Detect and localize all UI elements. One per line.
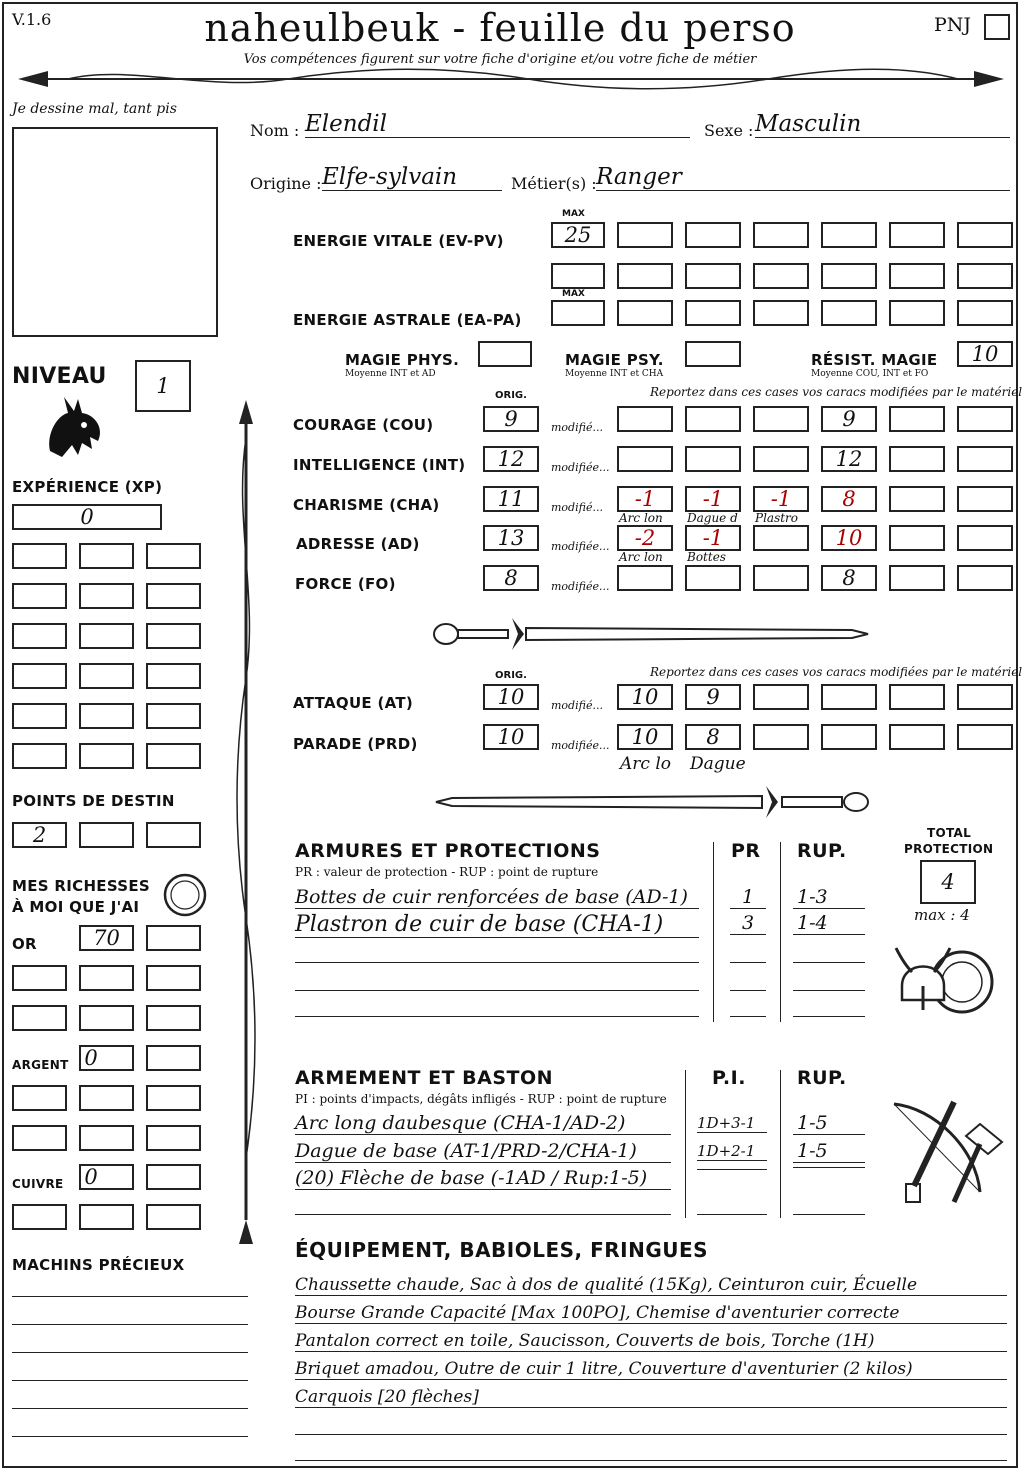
- argent-box[interactable]: [146, 1085, 201, 1111]
- carac-box[interactable]: [957, 486, 1013, 512]
- carac-label: FORCE (FO): [295, 575, 396, 593]
- magie-psy-label: MAGIE PSY.: [565, 351, 664, 369]
- carac-mod-value: -1: [634, 487, 656, 511]
- destin-value: 2: [32, 823, 47, 847]
- nom-label: Nom :: [250, 121, 300, 140]
- ea-max-box[interactable]: [551, 300, 605, 326]
- armure-pr-line[interactable]: [730, 990, 766, 991]
- xp-grid-box[interactable]: [12, 623, 67, 649]
- xp-grid-box[interactable]: [12, 743, 67, 769]
- ev-box[interactable]: [753, 263, 809, 289]
- prd-box[interactable]: [957, 724, 1013, 750]
- at-orig-box[interactable]: [483, 684, 539, 710]
- xp-grid-box[interactable]: [12, 703, 67, 729]
- magie-phys-box[interactable]: [478, 341, 532, 367]
- equipement-item[interactable]: Briquet amadou, Outre de cuir 1 litre, Couverture d'aventurier (2 kilos): [295, 1359, 1007, 1380]
- ev-box[interactable]: [821, 222, 877, 248]
- xp-label: EXPÉRIENCE (XP): [12, 478, 163, 496]
- sword-icon: [432, 782, 872, 822]
- argent-box[interactable]: [146, 1045, 201, 1071]
- sheet-title: naheulbeuk - feuille du perso: [204, 6, 796, 50]
- at-box[interactable]: [821, 684, 877, 710]
- resist-magie-box[interactable]: [957, 341, 1013, 367]
- xp-grid-box[interactable]: [79, 623, 134, 649]
- carac-modif-label: modifiée...: [551, 540, 610, 553]
- richesses-label-2: À MOI QUE J'AI: [12, 898, 140, 916]
- carac-box[interactable]: [957, 565, 1013, 591]
- prd-c1-value: 10: [631, 725, 659, 749]
- carac-box[interactable]: [685, 486, 741, 512]
- precieux-line[interactable]: [12, 1352, 248, 1353]
- at-modif-label: modifié...: [551, 699, 603, 712]
- carac-box[interactable]: [957, 446, 1013, 472]
- magie-phys-sub: Moyenne INT et AD: [345, 369, 436, 379]
- arme-rup[interactable]: [793, 1167, 865, 1168]
- dragon-head-icon: [38, 393, 108, 463]
- carac-box[interactable]: [889, 486, 945, 512]
- or-box[interactable]: [79, 965, 134, 991]
- carac-box[interactable]: [617, 565, 673, 591]
- xp-grid-box[interactable]: [12, 663, 67, 689]
- carac-mod-value: -1: [702, 487, 724, 511]
- armement-pi-line[interactable]: [697, 1214, 767, 1215]
- ev-max-value: 25: [564, 223, 592, 247]
- armures-title: ARMURES ET PROTECTIONS: [295, 840, 601, 862]
- xp-grid-box[interactable]: [146, 623, 201, 649]
- prd-c2-value: 8: [706, 725, 720, 749]
- ea-box[interactable]: [753, 300, 809, 326]
- pr-header: PR: [731, 840, 761, 862]
- helmet-shield-icon: [888, 930, 1000, 1030]
- arme-name[interactable]: (20) Flèche de base (-1AD / Rup:1-5): [295, 1167, 671, 1190]
- xp-grid-box[interactable]: [79, 663, 134, 689]
- carac-box[interactable]: [753, 525, 809, 551]
- carac-modif-label: modifiée...: [551, 461, 610, 474]
- carac-sub-label: Arc lon: [619, 550, 663, 564]
- carac-orig-value: 9: [504, 407, 518, 431]
- armement-title: ARMEMENT ET BASTON: [295, 1067, 554, 1089]
- prd-box[interactable]: [889, 724, 945, 750]
- or-box[interactable]: [146, 1005, 201, 1031]
- carac-mod-value: 12: [835, 447, 863, 471]
- at-box[interactable]: [753, 684, 809, 710]
- magie-psy-box[interactable]: [685, 341, 741, 367]
- resist-magie-value: 10: [971, 342, 999, 366]
- magie-phys-label: MAGIE PHYS.: [345, 351, 460, 369]
- niveau-box[interactable]: [135, 360, 191, 412]
- magie-psy-sub: Moyenne INT et CHA: [565, 369, 664, 379]
- armure-pr-line[interactable]: [730, 1016, 766, 1017]
- armure-pr[interactable]: 3: [730, 912, 766, 935]
- carac-mod-value: -1: [702, 526, 724, 550]
- carac-box[interactable]: [617, 525, 673, 551]
- precieux-line[interactable]: [12, 1324, 248, 1325]
- precieux-line[interactable]: [12, 1380, 248, 1381]
- cuivre-box[interactable]: [146, 1204, 201, 1230]
- or-box[interactable]: [12, 965, 67, 991]
- carac-mod-value: 8: [842, 566, 856, 590]
- cuivre-box[interactable]: [79, 1204, 134, 1230]
- at-c1-value: 10: [631, 685, 659, 709]
- ev-box[interactable]: [685, 263, 741, 289]
- richesses-label: MES RICHESSES: [12, 877, 151, 895]
- armure-line[interactable]: [295, 1016, 699, 1017]
- sword-icon: [432, 612, 872, 656]
- armure-name[interactable]: Bottes de cuir renforcées de base (AD-1): [295, 886, 699, 909]
- carac-box[interactable]: [753, 565, 809, 591]
- armures-sub: PR : valeur de protection - RUP : point de rupture: [295, 865, 599, 879]
- carac-box[interactable]: [617, 446, 673, 472]
- carac-box[interactable]: [957, 525, 1013, 551]
- carac-sub-label: Plastro: [755, 511, 799, 525]
- sexe-label: Sexe :: [704, 121, 754, 140]
- equipement-item[interactable]: Chaussette chaude, Sac à dos de qualité (15Kg), Ceinturon cuir, Écuelle: [295, 1275, 1007, 1296]
- cuivre-value: 0: [84, 1165, 98, 1189]
- protection-label: PROTECTION: [904, 842, 994, 856]
- armure-rup-line[interactable]: [793, 1016, 865, 1017]
- armement-col-divider: [685, 1070, 686, 1218]
- carac-orig-value: 13: [497, 526, 525, 550]
- carac-box[interactable]: [753, 406, 809, 432]
- combat-sub-2: Dague: [690, 754, 746, 774]
- carac-box[interactable]: [617, 406, 673, 432]
- armement-col-divider: [780, 1070, 781, 1218]
- armure-pr-line[interactable]: [730, 962, 766, 963]
- armure-pr[interactable]: 1: [730, 886, 766, 909]
- xp-grid-box[interactable]: [146, 663, 201, 689]
- carac-label: ADRESSE (AD): [296, 535, 420, 553]
- prd-orig-value: 10: [497, 725, 525, 749]
- carac-box[interactable]: [821, 406, 877, 432]
- xp-grid-box[interactable]: [79, 543, 134, 569]
- cuivre-label: CUIVRE: [12, 1177, 64, 1191]
- ev-max-label: MAX: [562, 209, 585, 219]
- sexe-field[interactable]: Masculin: [755, 111, 1010, 138]
- carac-sub-label: Bottes: [687, 550, 726, 564]
- ea-box[interactable]: [957, 300, 1013, 326]
- carac-modif-label: modifié...: [551, 421, 603, 434]
- armement-rup-line[interactable]: [793, 1214, 865, 1215]
- carac-box[interactable]: [821, 525, 877, 551]
- xp-grid-box[interactable]: [146, 743, 201, 769]
- carac-box[interactable]: [821, 486, 877, 512]
- combat-sub-1: Arc lo: [620, 754, 671, 774]
- carac-sub-label: Dague d: [687, 511, 738, 525]
- portrait-box[interactable]: [12, 127, 218, 337]
- carac-box[interactable]: [889, 446, 945, 472]
- origine-label: Origine :: [250, 174, 322, 193]
- xp-grid-box[interactable]: [12, 543, 67, 569]
- carac-box[interactable]: [753, 446, 809, 472]
- ea-box[interactable]: [821, 300, 877, 326]
- rup-header: RUP.: [797, 840, 847, 862]
- pnj-checkbox[interactable]: [984, 14, 1010, 40]
- ev-label: ENERGIE VITALE (EV-PV): [293, 232, 504, 250]
- destin-box[interactable]: [12, 822, 67, 848]
- carac-box[interactable]: [617, 486, 673, 512]
- carac-mod-value: -1: [770, 487, 792, 511]
- carac-box[interactable]: [685, 446, 741, 472]
- carac-modif-label: modifiée...: [551, 580, 610, 593]
- argent-box[interactable]: [12, 1125, 67, 1151]
- destin-box[interactable]: [146, 822, 201, 848]
- ev-box[interactable]: [551, 263, 605, 289]
- prd-box[interactable]: [821, 724, 877, 750]
- arme-name[interactable]: Dague de base (AT-1/PRD-2/CHA-1): [295, 1140, 671, 1163]
- cuivre-box[interactable]: [79, 1164, 134, 1190]
- equipement-item[interactable]: Carquois [20 flèches]: [295, 1387, 1007, 1408]
- total-protection-box[interactable]: [920, 860, 976, 904]
- ev-box[interactable]: [957, 263, 1013, 289]
- nom-field[interactable]: Elendil: [305, 111, 690, 138]
- carac-box[interactable]: [821, 446, 877, 472]
- carac-mod-value: 10: [835, 526, 863, 550]
- ev-box[interactable]: [889, 263, 945, 289]
- carac-mod-value: 8: [842, 487, 856, 511]
- carac-box[interactable]: [889, 565, 945, 591]
- armures-col-divider: [780, 842, 781, 1022]
- argent-value: 0: [84, 1046, 98, 1070]
- xp-value: 0: [80, 505, 94, 529]
- carac-label: INTELLIGENCE (INT): [293, 456, 466, 474]
- metier-field[interactable]: Ranger: [596, 164, 1010, 191]
- armures-col-divider: [713, 842, 714, 1022]
- carac-orig-value: 12: [497, 447, 525, 471]
- ev-box[interactable]: [957, 222, 1013, 248]
- destin-label: POINTS DE DESTIN: [12, 792, 175, 810]
- resist-magie-sub: Moyenne COU, INT et FO: [811, 369, 929, 379]
- combat-orig-label: ORIG.: [495, 670, 527, 681]
- at-box[interactable]: [889, 684, 945, 710]
- niveau-label: NIVEAU: [12, 364, 107, 389]
- xp-grid-box[interactable]: [146, 703, 201, 729]
- sheet-subtitle: Vos compétences figurent sur votre fiche d'origine et/ou votre fiche de métier: [243, 52, 757, 67]
- carac-label: COURAGE (COU): [293, 416, 434, 434]
- at-c2-value: 9: [706, 685, 720, 709]
- armure-line[interactable]: [295, 962, 699, 963]
- arme-pi[interactable]: 1D+3-1: [697, 1114, 767, 1133]
- carac-mod-value: -2: [634, 526, 656, 550]
- crossed-weapons-icon: [884, 1094, 1008, 1212]
- resist-magie-label: RÉSIST. MAGIE: [811, 351, 938, 369]
- orig-label: ORIG.: [495, 390, 527, 401]
- or-box[interactable]: [146, 925, 201, 951]
- carac-orig-box[interactable]: [483, 446, 539, 472]
- carac-box[interactable]: [685, 406, 741, 432]
- argent-label: ARGENT: [12, 1058, 69, 1072]
- combat-note: Reportez dans ces cases vos caracs modifiées par le matériel: [650, 665, 1023, 679]
- precieux-label: MACHINS PRÉCIEUX: [12, 1256, 185, 1274]
- equipement-item[interactable]: Pantalon correct en toile, Saucisson, Couverts de bois, Torche (1H): [295, 1331, 1007, 1352]
- armement-sub: PI : points d'impacts, dégâts infligés - RUP : point de rupture: [295, 1092, 667, 1106]
- or-value: 70: [93, 926, 120, 950]
- carac-orig-value: 11: [497, 487, 525, 511]
- spear-divider-icon: [8, 62, 1014, 96]
- ea-box[interactable]: [685, 300, 741, 326]
- argent-box[interactable]: [79, 1125, 134, 1151]
- xp-grid-box[interactable]: [79, 583, 134, 609]
- or-box[interactable]: [79, 925, 134, 951]
- niveau-value: 1: [156, 374, 170, 398]
- armure-rup-line[interactable]: [793, 990, 865, 991]
- or-box[interactable]: [146, 965, 201, 991]
- precieux-line[interactable]: [12, 1296, 248, 1297]
- carac-orig-box[interactable]: [483, 486, 539, 512]
- portrait-caption: Je dessine mal, tant pis: [12, 101, 177, 117]
- origine-field[interactable]: Elfe-sylvain: [322, 164, 502, 191]
- ev-box[interactable]: [617, 222, 673, 248]
- ev-box[interactable]: [685, 222, 741, 248]
- equipement-item[interactable]: Bourse Grande Capacité [Max 100PO], Chemise d'aventurier correcte: [295, 1303, 1007, 1324]
- carac-mod-value: 9: [842, 407, 856, 431]
- prd-box[interactable]: [685, 724, 741, 750]
- xp-box[interactable]: [12, 504, 162, 530]
- carac-sub-label: Arc lon: [619, 511, 663, 525]
- prd-orig-box[interactable]: [483, 724, 539, 750]
- xp-grid-box[interactable]: [12, 583, 67, 609]
- ea-box[interactable]: [889, 300, 945, 326]
- total-protection-value: 4: [941, 870, 955, 894]
- or-box[interactable]: [79, 1005, 134, 1031]
- prd-modif-label: modifiée...: [551, 739, 610, 752]
- carac-box[interactable]: [889, 406, 945, 432]
- armure-name[interactable]: Plastron de cuir de base (CHA-1): [295, 912, 699, 938]
- carac-label: CHARISME (CHA): [293, 496, 440, 514]
- carac-box[interactable]: [685, 565, 741, 591]
- armement-line[interactable]: [295, 1214, 671, 1215]
- spear-staff-icon: [228, 398, 264, 1248]
- xp-grid-box[interactable]: [79, 703, 134, 729]
- carac-orig-value: 8: [504, 566, 518, 590]
- arme-rup[interactable]: 1-5: [793, 1112, 865, 1135]
- equipement-title: ÉQUIPEMENT, BABIOLES, FRINGUES: [295, 1238, 709, 1262]
- ea-label: ENERGIE ASTRALE (EA-PA): [293, 311, 522, 329]
- arme-pi[interactable]: 1D+2-1: [697, 1142, 767, 1161]
- arme-rup[interactable]: 1-5: [793, 1140, 865, 1163]
- xp-grid-box[interactable]: [146, 583, 201, 609]
- argent-box[interactable]: [79, 1045, 134, 1071]
- coin-icon: [162, 872, 208, 918]
- ev-box[interactable]: [753, 222, 809, 248]
- version-label: V.1.6: [12, 10, 52, 29]
- max-protection-text: max : 4: [914, 906, 970, 924]
- equipement-line[interactable]: [295, 1460, 1007, 1461]
- precieux-line[interactable]: [12, 1436, 248, 1437]
- ea-box[interactable]: [617, 300, 673, 326]
- armement-rup-header: RUP.: [797, 1067, 847, 1089]
- pi-header: P.I.: [712, 1067, 746, 1089]
- armure-rup[interactable]: 1-3: [793, 886, 865, 909]
- carac-box[interactable]: [957, 406, 1013, 432]
- prd-box[interactable]: [617, 724, 673, 750]
- carac-box[interactable]: [685, 525, 741, 551]
- at-box[interactable]: [685, 684, 741, 710]
- carac-modif-label: modifié...: [551, 501, 603, 514]
- armure-rup-line[interactable]: [793, 962, 865, 963]
- argent-box[interactable]: [146, 1125, 201, 1151]
- ev-max-box[interactable]: [551, 222, 605, 248]
- armure-rup[interactable]: 1-4: [793, 912, 865, 935]
- ev-box[interactable]: [617, 263, 673, 289]
- at-box[interactable]: [617, 684, 673, 710]
- armure-line[interactable]: [295, 990, 699, 991]
- arme-pi[interactable]: [697, 1169, 767, 1170]
- total-label: TOTAL: [927, 826, 972, 840]
- carac-box[interactable]: [753, 486, 809, 512]
- carac-orig-box[interactable]: [483, 565, 539, 591]
- destin-box[interactable]: [79, 822, 134, 848]
- pnj-label: PNJ: [934, 14, 972, 36]
- equipement-line[interactable]: [295, 1434, 1007, 1435]
- carac-box[interactable]: [889, 525, 945, 551]
- argent-box[interactable]: [12, 1085, 67, 1111]
- ev-box[interactable]: [889, 222, 945, 248]
- ev-box[interactable]: [821, 263, 877, 289]
- at-orig-value: 10: [497, 685, 525, 709]
- metier-label: Métier(s) :: [511, 174, 597, 193]
- argent-box[interactable]: [79, 1085, 134, 1111]
- carac-orig-box[interactable]: [483, 525, 539, 551]
- ea-max-label: MAX: [562, 289, 585, 299]
- carac-box[interactable]: [821, 565, 877, 591]
- arme-name[interactable]: Arc long daubesque (CHA-1/AD-2): [295, 1112, 671, 1135]
- parade-label: PARADE (PRD): [293, 735, 418, 753]
- xp-grid-box[interactable]: [146, 543, 201, 569]
- at-box[interactable]: [957, 684, 1013, 710]
- carac-orig-box[interactable]: [483, 406, 539, 432]
- cuivre-box[interactable]: [12, 1204, 67, 1230]
- caracs-note: Reportez dans ces cases vos caracs modifiées par le matériel: [650, 385, 1023, 399]
- or-box[interactable]: [12, 1005, 67, 1031]
- precieux-line[interactable]: [12, 1408, 248, 1409]
- xp-grid-box[interactable]: [79, 743, 134, 769]
- cuivre-box[interactable]: [146, 1164, 201, 1190]
- prd-box[interactable]: [753, 724, 809, 750]
- attaque-label: ATTAQUE (AT): [293, 694, 414, 712]
- or-label: OR: [12, 935, 37, 953]
